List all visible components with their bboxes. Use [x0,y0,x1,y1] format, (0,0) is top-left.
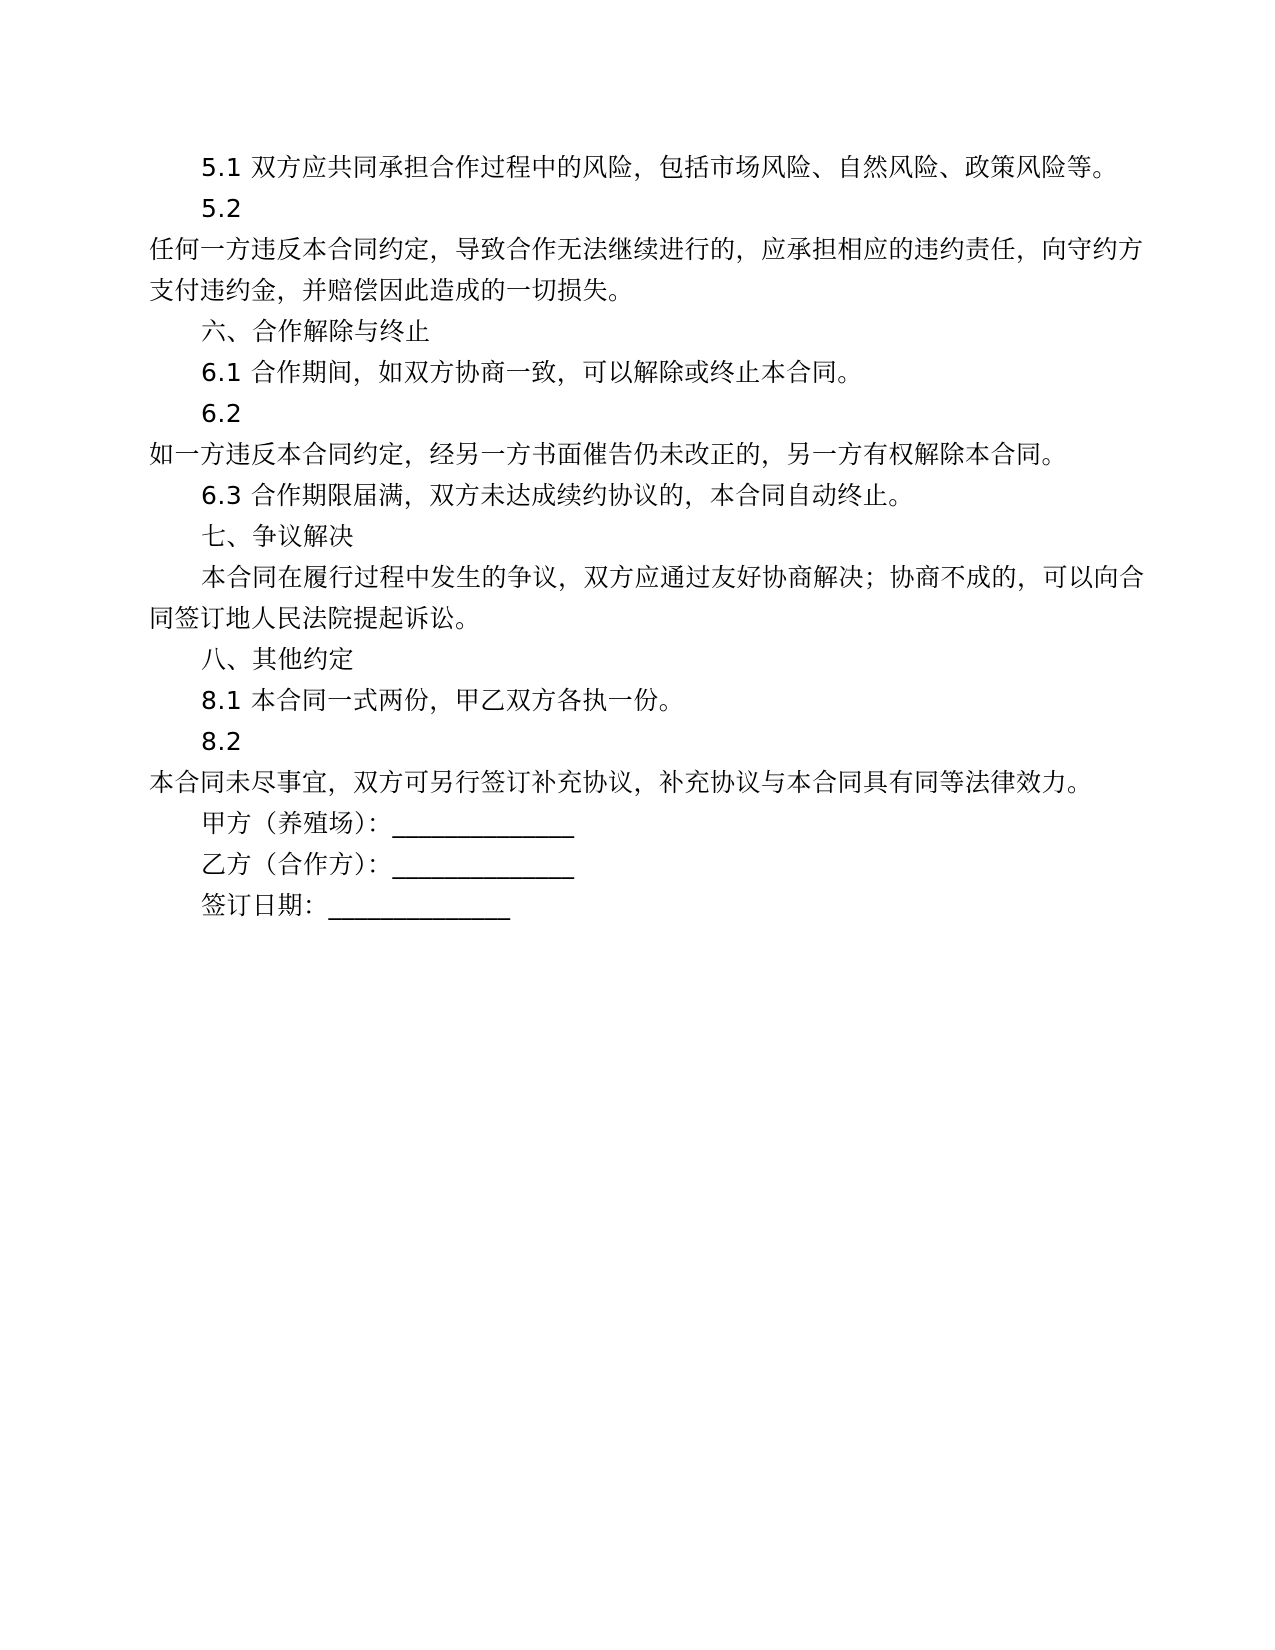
paragraph-line: 本合同在履行过程中发生的争议，双方应通过友好协商解决；协商不成的，可以向合 [201,563,1145,592]
contract-body [149,147,1145,926]
paragraph-line: 5.1 双方应共同承担合作过程中的风险，包括市场风险、自然风险、政策风险等。 [201,153,1118,182]
paragraph-line: 同签订地人民法院提起诉讼。 [149,604,481,633]
paragraph-line: 6.2 [201,399,243,428]
paragraph-line: 5.2 [201,194,243,223]
paragraph-line: 八、其他约定 [201,645,355,674]
paragraph-line: 六、合作解除与终止 [201,317,431,346]
paragraph-line: 甲方（养殖场）：______________ [201,809,575,838]
paragraph-line: 七、争议解决 [201,522,355,551]
paragraph-line: 8.1 本合同一式两份，甲乙双方各执一份。 [201,686,685,715]
paragraph-line: 乙方（合作方）：______________ [201,850,575,879]
paragraph-line: 支付违约金，并赔偿因此造成的一切损失。 [149,276,634,305]
paragraph-line: 6.3 合作期限届满，双方未达成续约协议的，本合同自动终止。 [201,481,914,510]
paragraph-line: 签订日期：______________ [201,891,511,920]
paragraph-line: 本合同未尽事宜，双方可另行签订补充协议，补充协议与本合同具有同等法律效力。 [149,768,1093,797]
paragraph-line: 8.2 [201,727,243,756]
paragraph-line: 6.1 合作期间，如双方协商一致，可以解除或终止本合同。 [201,358,863,387]
paragraph-line: 如一方违反本合同约定，经另一方书面催告仍未改正的，另一方有权解除本合同。 [149,440,1068,469]
paragraph-line: 任何一方违反本合同约定，导致合作无法继续进行的，应承担相应的违约责任，向守约方 [149,235,1144,264]
